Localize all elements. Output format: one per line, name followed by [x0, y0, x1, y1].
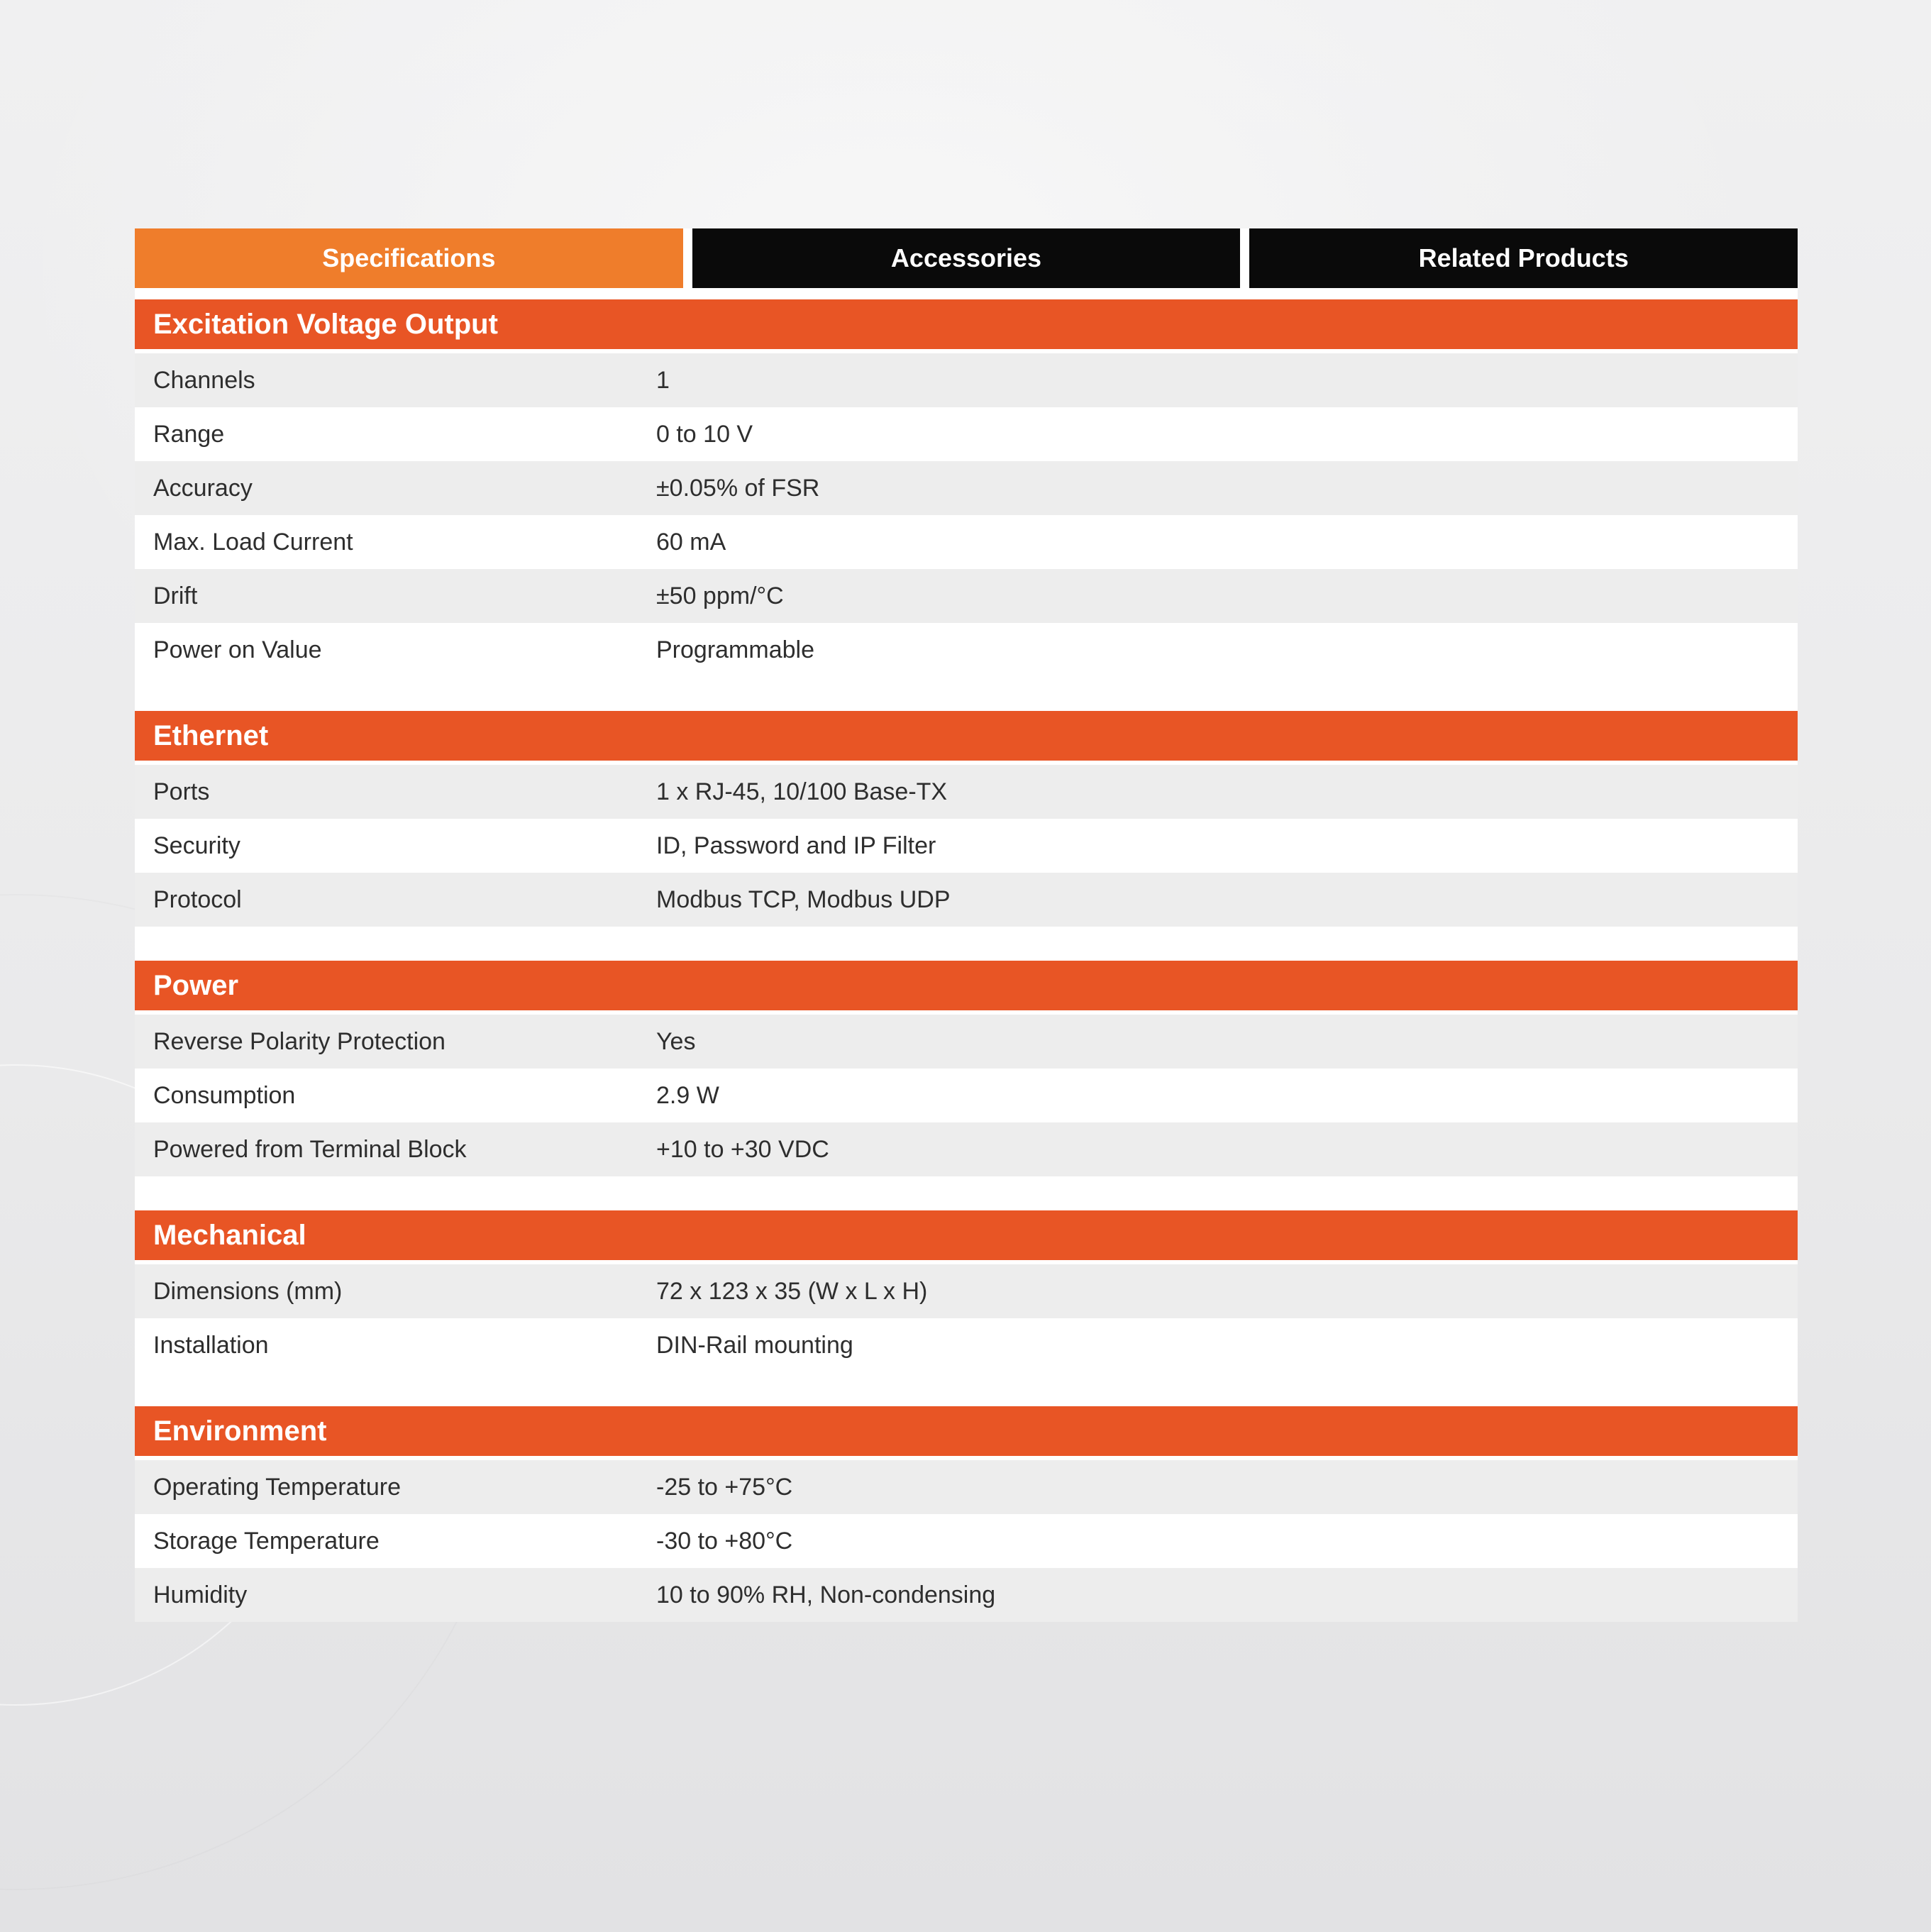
- spec-value: 10 to 90% RH, Non-condensing: [656, 1581, 996, 1608]
- spec-label: Reverse Polarity Protection: [153, 1027, 446, 1055]
- spec-label: Range: [153, 420, 225, 448]
- spec-row-power-on-value: [135, 623, 1798, 677]
- spec-label: Security: [153, 832, 240, 859]
- spec-row-range: [135, 407, 1798, 461]
- section-header-ethernet: [135, 711, 1798, 761]
- spec-row-channels: [135, 353, 1798, 407]
- section-header-excitation-voltage-output: [135, 299, 1798, 349]
- section-header-power: [135, 961, 1798, 1010]
- spec-row-dimensions-mm: [135, 1264, 1798, 1318]
- spec-value: -30 to +80°C: [656, 1527, 793, 1555]
- spec-value: 2.9 W: [656, 1081, 719, 1109]
- spec-value: 0 to 10 V: [656, 420, 753, 448]
- spec-row-reverse-polarity-protection: [135, 1015, 1798, 1069]
- spec-label: Storage Temperature: [153, 1527, 380, 1555]
- spec-row-installation: [135, 1318, 1798, 1372]
- spec-label: Ports: [153, 778, 210, 805]
- tab-accessories[interactable]: [692, 228, 1241, 288]
- spec-label: Powered from Terminal Block: [153, 1135, 467, 1163]
- spec-label: Installation: [153, 1331, 269, 1359]
- spec-label: Power on Value: [153, 636, 322, 663]
- spec-row-protocol: [135, 873, 1798, 927]
- spec-value: -25 to +75°C: [656, 1473, 793, 1501]
- spec-value: ±50 ppm/°C: [656, 582, 784, 609]
- spec-row-drift: [135, 569, 1798, 623]
- spec-row-storage-temperature: [135, 1514, 1798, 1568]
- spec-value: ID, Password and IP Filter: [656, 832, 936, 859]
- specifications-content: [135, 288, 1798, 1622]
- section-header-environment: [135, 1406, 1798, 1456]
- tab-label: Specifications: [322, 243, 496, 272]
- tab-label: Accessories: [890, 243, 1042, 272]
- spec-value: 1 x RJ-45, 10/100 Base-TX: [656, 778, 948, 805]
- spec-value: Yes: [656, 1027, 696, 1055]
- tab-specifications[interactable]: [135, 228, 683, 288]
- tab-bar: [135, 228, 1798, 288]
- spec-value: 72 x 123 x 35 (W x L x H): [656, 1277, 928, 1305]
- spec-label: Humidity: [153, 1581, 248, 1608]
- spec-label: Dimensions (mm): [153, 1277, 343, 1305]
- spec-value: Modbus TCP, Modbus UDP: [656, 885, 951, 913]
- spec-row-security: [135, 819, 1798, 873]
- spec-label: Max. Load Current: [153, 528, 353, 556]
- section-title: Environment: [153, 1415, 327, 1447]
- spec-label: Operating Temperature: [153, 1473, 402, 1501]
- spec-label: Accuracy: [153, 474, 253, 502]
- spec-row-powered-from-terminal-block: [135, 1122, 1798, 1176]
- section-title: Ethernet: [153, 719, 269, 751]
- spec-value: 60 mA: [656, 528, 726, 556]
- spec-row-max-load-current: [135, 515, 1798, 569]
- section-mechanical: [135, 1210, 1798, 1372]
- tab-related-products[interactable]: [1249, 228, 1798, 288]
- spec-value: 1: [656, 366, 670, 394]
- spec-row-humidity: [135, 1568, 1798, 1622]
- spec-label: Drift: [153, 582, 198, 609]
- section-excitation-voltage-output: [135, 299, 1798, 677]
- section-title: Mechanical: [153, 1219, 306, 1251]
- spec-value: Programmable: [656, 636, 814, 663]
- section-title: Excitation Voltage Output: [153, 308, 498, 340]
- spec-label: Channels: [153, 366, 255, 394]
- spec-row-consumption: [135, 1069, 1798, 1122]
- spec-row-operating-temperature: [135, 1460, 1798, 1514]
- spec-value: +10 to +30 VDC: [656, 1135, 829, 1163]
- spec-row-accuracy: [135, 461, 1798, 515]
- section-ethernet: [135, 711, 1798, 927]
- specifications-panel: [135, 228, 1798, 1622]
- spec-value: ±0.05% of FSR: [656, 474, 820, 502]
- section-environment: [135, 1406, 1798, 1622]
- spec-value: DIN-Rail mounting: [656, 1331, 853, 1359]
- section-power: [135, 961, 1798, 1176]
- spec-label: Protocol: [153, 885, 242, 913]
- tab-label: Related Products: [1418, 243, 1629, 272]
- section-title: Power: [153, 969, 239, 1001]
- spec-row-ports: [135, 765, 1798, 819]
- spec-label: Consumption: [153, 1081, 296, 1109]
- section-header-mechanical: [135, 1210, 1798, 1260]
